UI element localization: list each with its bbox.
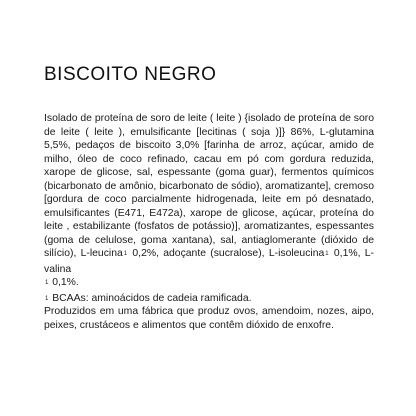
footnote-text: BCAAs: aminoácidos de cadeia ramificada. — [49, 293, 252, 304]
footnote-mark: 1 — [123, 251, 128, 257]
ingredients-text-1: Isolado de proteína de soro de leite ( leite ) {isolado de proteína de soro de leite ( leite ), emulsificante [lecitinas ( soja )]} 86%, L-glutamina 5,5%, pedaços de biscoito 3,0% [farinha de arroz, açúcar, amido de milho, óleo de coco refinado, cacau em pó com gordura reduzida, xarope de glicose, sal, espessante (goma guar), fermentos químicos (bicarbonato de amônio, bicarbonato de sódio), aromatizante], cremoso [gordura de coco parcialmente hidrogenada, leite em pó desnatado, emulsificantes (E471, E472a), xarope de glicose, açúcar, proteína do leite , estabilizante (fosfatos de potássio)], aromatizantes, espessantes (goma de celulose, goma xantana), sal, antiaglomerante (dióxido de silício), L-leucina — [44, 113, 374, 259]
product-title: BISCOITO NEGRO — [44, 64, 217, 85]
footnote-mark: 1 — [45, 280, 49, 286]
ingredients-text-2: 0,2%, adoçante (sucralose), L-isoleucina — [128, 248, 325, 259]
allergen-statement: Produzidos em uma fábrica que produz ovos, amendoim, nozes, aipo, peixes, crustáceos e alimentos que contêm dióxido de enxofre. — [44, 306, 374, 331]
footnote-mark: 1 — [45, 296, 49, 302]
ingredients-list — [44, 112, 374, 292]
ingredients-text-3: 0,1%, L-valina — [44, 248, 374, 275]
ingredients-text-4: 0,1%. — [49, 277, 79, 288]
footnote-mark: 1 — [325, 251, 329, 257]
